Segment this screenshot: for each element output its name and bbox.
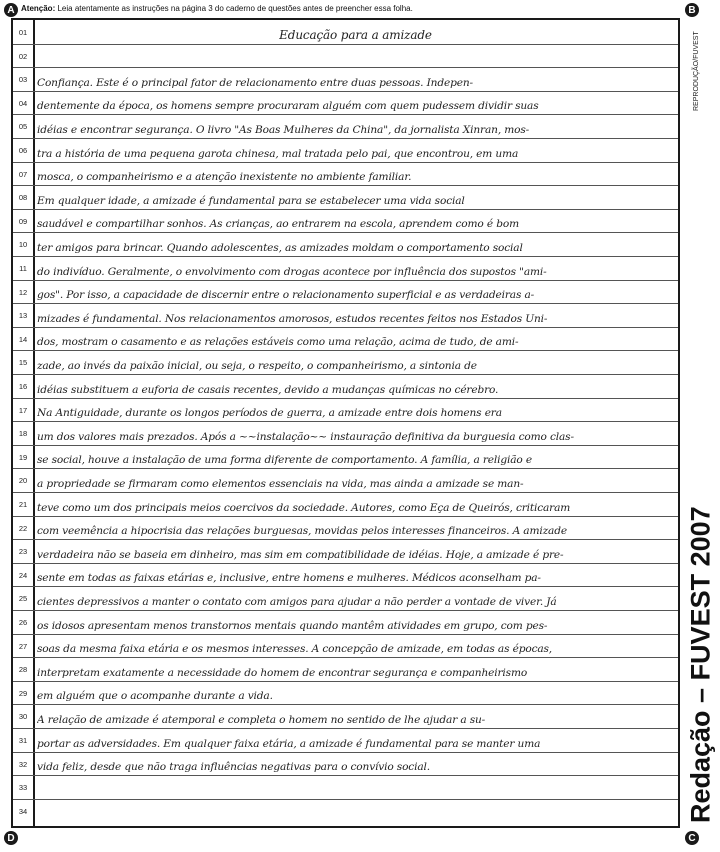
line-number: 01 xyxy=(18,28,28,37)
line-number: 02 xyxy=(18,51,28,61)
text-line xyxy=(13,67,678,92)
text-line xyxy=(13,138,678,163)
text-line xyxy=(13,492,678,517)
handwritten-line: em alguém que o acompanhe durante a vida. xyxy=(37,690,273,703)
text-line xyxy=(13,775,678,800)
line-number: 15 xyxy=(18,358,28,368)
handwritten-line: mizades é fundamental. Nos relacionamentos amorosos, estudos recentes feitos nos Estados Uni- xyxy=(37,312,548,325)
handwritten-line: a propriedade se firmaram como elementos essenciais na vida, mas ainda a amizade se man- xyxy=(37,477,524,490)
handwritten-line: zade, ao invés da paixão inicial, ou seja, o respeito, o companheirismo, a sintonia de xyxy=(37,359,477,372)
exam-brand: Redação – FUVEST 2007 xyxy=(685,506,716,824)
line-number: 11 xyxy=(19,264,27,273)
line-number: 34 xyxy=(18,806,28,816)
text-line xyxy=(13,586,678,611)
line-number: 24 xyxy=(18,570,28,580)
handwritten-line: mosca, o companheirismo e a atenção inexistente no ambiente familiar. xyxy=(37,171,412,184)
text-line xyxy=(13,421,678,446)
text-line xyxy=(13,398,678,423)
text-line xyxy=(13,350,678,375)
handwritten-line: sente em todas as faixas etárias e, inclusive, entre homens e mulheres. Médicos aconselham pa- xyxy=(37,572,541,585)
text-line xyxy=(13,114,678,139)
line-number: 22 xyxy=(18,523,28,533)
text-line xyxy=(13,563,678,588)
line-number: 27 xyxy=(18,641,28,651)
line-number: 18 xyxy=(18,429,28,439)
line-number: 08 xyxy=(18,193,28,203)
line-number: 32 xyxy=(18,759,28,769)
line-number: 09 xyxy=(18,216,28,226)
handwritten-line: idéias substituem a euforia de casais recentes, devido a mudanças químicas no cérebro. xyxy=(37,383,499,396)
line-number: 19 xyxy=(18,452,28,462)
handwritten-line: Na Antiguidade, durante os longos períodos de guerra, a amizade entre dois homens era xyxy=(37,407,502,420)
corner-marker-d: D xyxy=(4,831,18,845)
handwritten-line: portar as adversidades. Em qualquer faixa etária, a amizade é fundamental para se manter uma xyxy=(37,737,541,750)
text-line xyxy=(13,327,678,352)
handwritten-line: um dos valores mais prezados. Após a ~~instalação~~ instauração definitiva da burguesia como clas- xyxy=(37,430,574,443)
handwritten-line: verdadeira não se baseia em dinheiro, mas sim em compatibilidade de idéias. Hoje, a amizade é pre- xyxy=(37,548,564,561)
text-line xyxy=(13,799,678,823)
text-line xyxy=(13,91,678,116)
essay-title: Educação para a amizade xyxy=(279,27,432,42)
text-line xyxy=(13,20,678,45)
line-number: 13 xyxy=(18,311,28,321)
line-number: 30 xyxy=(18,712,28,722)
line-number: 03 xyxy=(18,75,28,85)
line-number: 21 xyxy=(18,500,28,509)
handwritten-line: Confiança. Este é o principal fator de relacionamento entre duas pessoas. Indepen- xyxy=(37,76,473,89)
attention-label: Atenção: xyxy=(21,4,56,13)
attention-text: Leia atentamente as instruções na página 3 do caderno de questões antes de preencher essa folha. xyxy=(57,4,413,13)
handwritten-line: dentemente da época, os homens sempre procuraram alguém com quem pudessem dividir suas xyxy=(37,100,539,113)
text-line xyxy=(13,657,678,682)
handwritten-line: dos, mostram o casamento e as relações estáveis como uma relação, acima de tudo, de ami- xyxy=(37,336,519,349)
text-line xyxy=(13,44,678,69)
corner-marker-a: A xyxy=(4,3,18,17)
text-line xyxy=(13,209,678,234)
handwritten-line: com veemência a hipocrisia das relações burguesas, movidas pelos interesses financeiros. A amizade xyxy=(37,525,567,538)
text-line xyxy=(13,256,678,281)
text-line xyxy=(13,468,678,493)
text-line xyxy=(13,704,678,729)
handwritten-line: os idosos apresentam menos transtornos mentais quando mantêm atividades em grupo, com pes- xyxy=(37,619,548,632)
line-number: 14 xyxy=(18,334,28,344)
line-number: 07 xyxy=(18,169,28,179)
text-line xyxy=(13,445,678,470)
text-line xyxy=(13,610,678,635)
text-line xyxy=(13,303,678,328)
handwritten-line: se social, houve a instalação de uma forma diferente de comportamento. A família, a religião e xyxy=(37,454,532,467)
handwritten-line: soas da mesma faixa etária e os mesmos interesses. A concepção de amizade, em todas as épocas, xyxy=(37,643,553,656)
handwritten-line: teve como um dos principais meios coercivos da sociedade. Autores, como Eça de Queirós, criticaram xyxy=(37,501,571,514)
text-line xyxy=(13,634,678,659)
line-number: 25 xyxy=(18,594,28,604)
handwritten-line: tra a história de uma pequena garota chinesa, mal tratada pelo pai, que encontrou, em uma xyxy=(37,147,519,160)
line-number: 05 xyxy=(18,122,28,132)
handwritten-line: A relação de amizade é atemporal e completa o homem no sentido de lhe ajudar a su- xyxy=(37,713,486,726)
text-line xyxy=(13,280,678,305)
text-line xyxy=(13,374,678,399)
corner-marker-b: B xyxy=(685,3,699,17)
handwritten-line: vida feliz, desde que não traga influências negativas para o convívio social. xyxy=(37,761,430,774)
handwritten-line: Em qualquer idade, a amizade é fundamental para se estabelecer uma vida social xyxy=(37,194,465,207)
line-number: 23 xyxy=(18,547,28,557)
attention-note xyxy=(21,4,413,13)
handwritten-line: do indivíduo. Geralmente, o envolvimento com drogas acontece por influência dos supostos "ami- xyxy=(37,265,547,278)
line-number: 29 xyxy=(18,688,28,698)
line-number: 06 xyxy=(18,146,28,155)
answer-sheet xyxy=(11,18,680,828)
line-number: 33 xyxy=(18,783,28,793)
line-number: 16 xyxy=(18,382,28,391)
text-line xyxy=(13,539,678,564)
handwritten-line: interpretam exatamente a necessidade do homem de encontrar segurança e companheirismo xyxy=(37,666,528,679)
text-line xyxy=(13,728,678,753)
text-line xyxy=(13,681,678,706)
line-number: 04 xyxy=(18,98,28,108)
line-number: 28 xyxy=(18,665,28,675)
handwritten-line: ter amigos para brincar. Quando adolescentes, as amizades moldam o comportamento social xyxy=(37,241,523,254)
line-number: 10 xyxy=(18,240,28,250)
line-number: 12 xyxy=(18,287,28,297)
line-number: 31 xyxy=(18,736,28,745)
handwritten-line: gos". Por isso, a capacidade de discernir entre o relacionamento superficial e as verdadeiras a- xyxy=(37,289,535,302)
text-line xyxy=(13,516,678,541)
corner-marker-c: C xyxy=(685,831,699,845)
text-line xyxy=(13,162,678,187)
handwritten-line: idéias e encontrar segurança. O livro "As Boas Mulheres da China", da jornalista Xinran, mos- xyxy=(37,123,530,136)
reproduction-credit: REPRODUÇÃO/FUVEST xyxy=(693,31,700,111)
handwritten-line: saudável e compartilhar sonhos. As crianças, ao entrarem na escola, aprendem como é bom xyxy=(37,218,519,231)
handwritten-line: cientes depressivos a manter o contato com amigos para ajudar a não perder a vontade de viver. Já xyxy=(37,595,557,608)
line-number: 17 xyxy=(18,405,28,415)
text-line xyxy=(13,185,678,210)
line-number: 20 xyxy=(18,476,28,486)
text-line xyxy=(13,232,678,257)
text-line xyxy=(13,752,678,777)
line-number: 26 xyxy=(18,618,28,627)
